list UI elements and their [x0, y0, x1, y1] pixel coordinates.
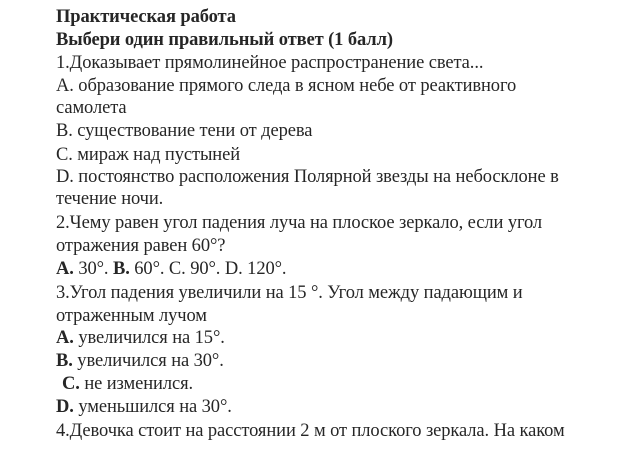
question-3-option-d	[56, 396, 232, 418]
page-title: Практическая работа	[56, 7, 236, 27]
question-3-option-c-letter: C.	[62, 374, 80, 394]
question-2-option-a-value: 30°.	[73, 259, 113, 279]
question-1-option-a-cont: самолета	[56, 98, 127, 118]
question-1-text: 1.Доказывает прямолинейное распространение света...	[56, 53, 484, 73]
question-3-option-d-text: уменьшился на 30°.	[73, 397, 232, 417]
question-1-option-d-cont: течение ночи.	[56, 189, 164, 209]
question-4-text: 4.Девочка стоит на расстоянии 2 м от плоского зеркала. На каком	[56, 421, 565, 441]
question-1-option-a: A. образование прямого следа в ясном небе от реактивного	[56, 76, 517, 96]
question-3-option-c	[62, 373, 193, 395]
question-2-option-a-letter: A.	[56, 259, 74, 279]
question-3-option-a-text: увеличился на 15°.	[73, 328, 225, 348]
question-1-option-c: C. мираж над пустыней	[56, 145, 241, 165]
question-1-option-b: B. существование тени от дерева	[56, 121, 313, 141]
question-2-text-cont: отражения равен 60°?	[56, 236, 226, 256]
instruction: Выбери один правильный ответ (1 балл)	[56, 30, 393, 50]
question-3-option-c-text: не изменился.	[79, 374, 194, 394]
question-3-text-cont: отраженным лучом	[56, 306, 207, 326]
question-3-option-d-letter: D.	[56, 397, 74, 417]
question-3-option-b-letter: B.	[56, 351, 73, 371]
question-3-option-a-letter: A.	[56, 328, 74, 348]
question-2-text: 2.Чему равен угол падения луча на плоское зеркало, если угол	[56, 213, 543, 233]
question-2-option-b-letter: B.	[112, 259, 130, 279]
question-3-option-a	[56, 327, 225, 349]
question-3-text: 3.Угол падения увеличили на 15 °. Угол между падающим и	[56, 283, 523, 303]
question-2-options-rest: 60°. C. 90°. D. 120°.	[129, 259, 287, 279]
question-1-option-d: D. постоянство расположения Полярной звезды на небосклоне в	[56, 167, 559, 187]
question-3-option-b-text: увеличился на 30°.	[72, 351, 224, 371]
question-2-options	[56, 258, 286, 280]
question-3-option-b	[56, 350, 224, 372]
